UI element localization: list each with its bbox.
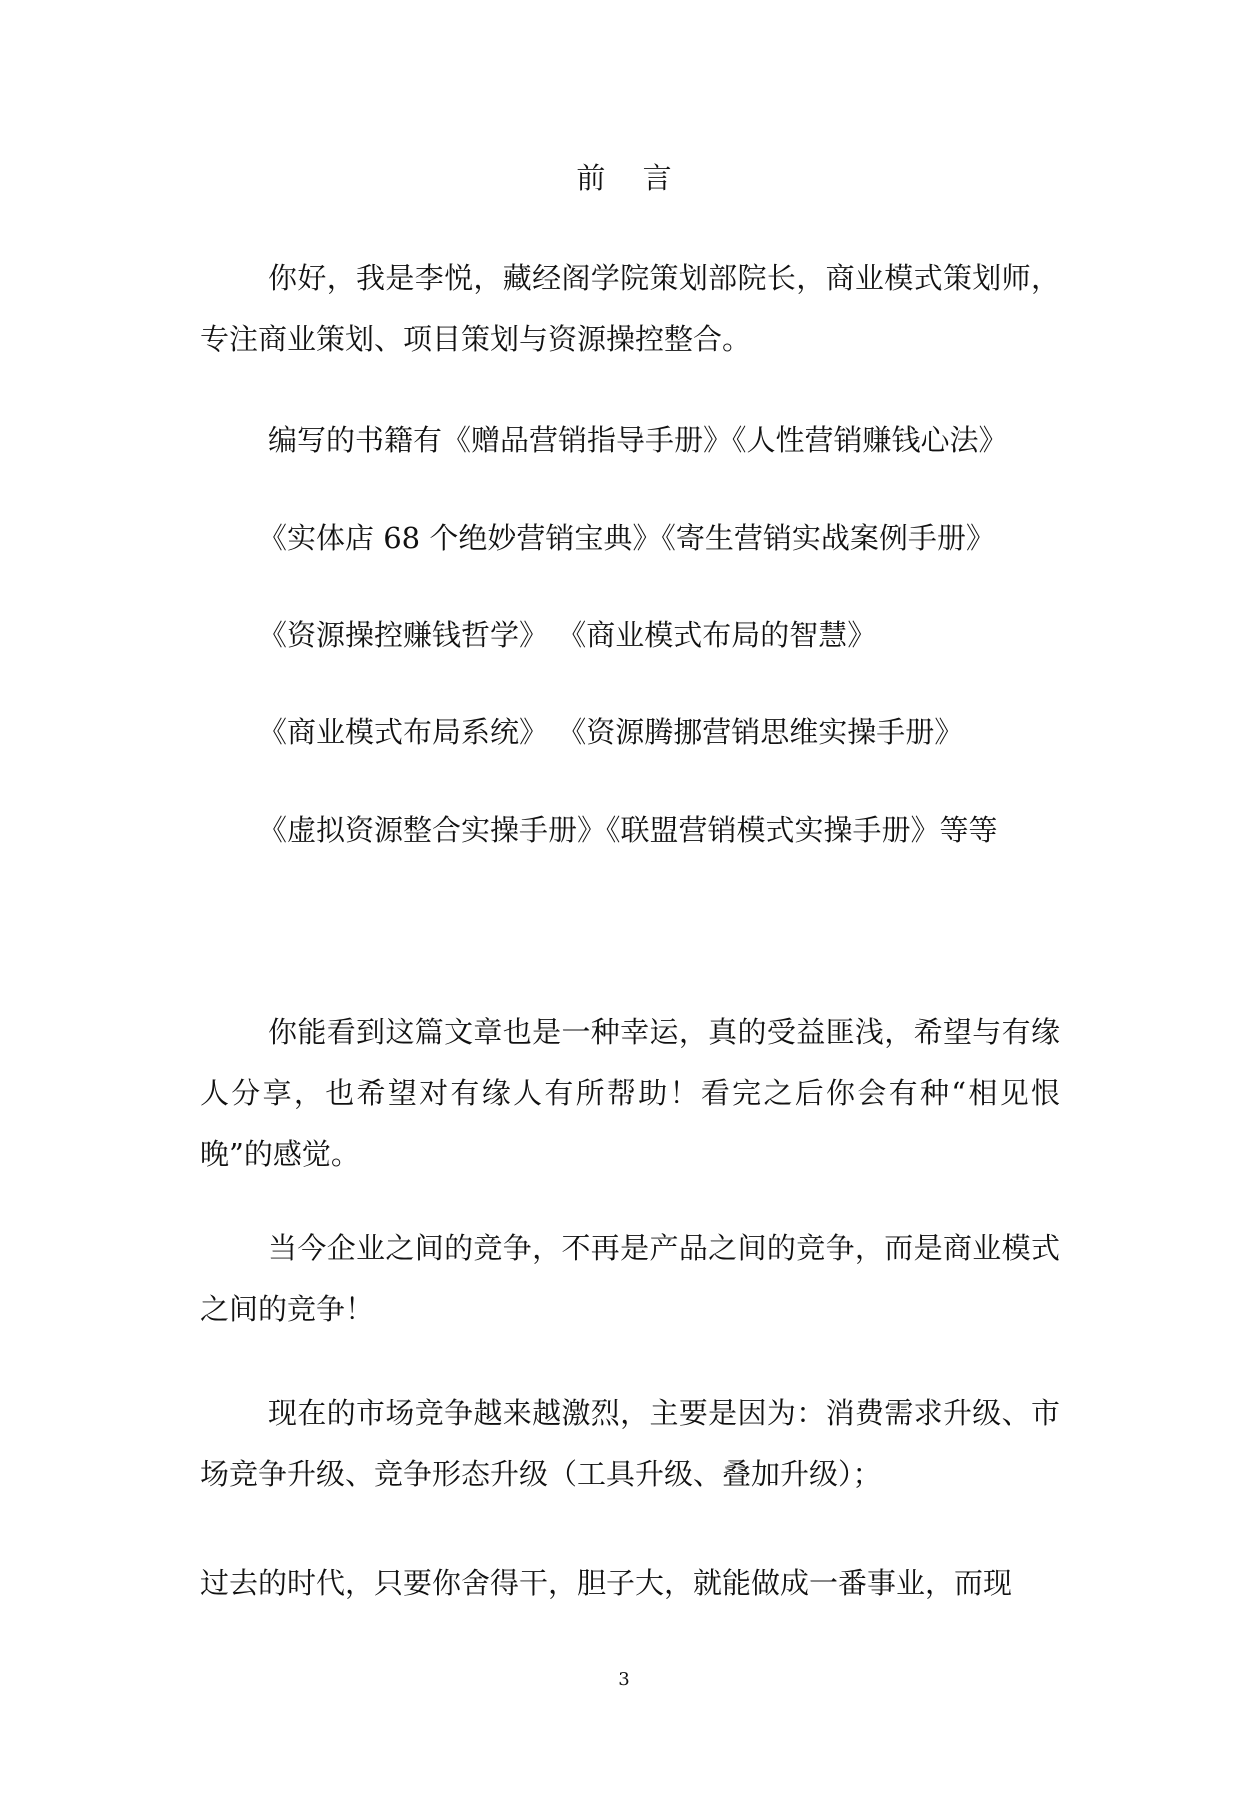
book-list-line-2: 《实体店 68 个绝妙营销宝典》《寄生营销实战案例手册》 (258, 521, 995, 555)
book-list-line-5: 《虚拟资源整合实操手册》《联盟营销模式实操手册》等等 (258, 813, 998, 847)
market-paragraph: 现在的市场竞争越来越激烈，主要是因为：消费需求升级、市场竞争升级、竞争形态升级（工具升级、叠加升级）； (200, 1396, 1060, 1491)
book-list-line-1: 编写的书籍有《赠品营销指导手册》《人性营销赚钱心法》 (268, 423, 1008, 457)
competition-paragraph: 当今企业之间的竞争，不再是产品之间的竞争，而是商业模式之间的竞争！ (200, 1231, 1060, 1326)
book-list-line-3: 《资源操控赚钱哲学》 《商业模式布局的智慧》 (258, 618, 877, 652)
page-number: 3 (618, 1669, 630, 1690)
past-paragraph: 过去的时代，只要你舍得干，胆子大，就能做成一番事业，而现 (200, 1566, 1013, 1600)
lucky-paragraph: 你能看到这篇文章也是一种幸运，真的受益匪浅，希望与有缘人分享，也希望对有缘人有所帮助！看完之后你会有种“相见恨晚”的感觉。 (200, 1015, 1060, 1171)
page-title: 前 言 (576, 161, 686, 195)
book-list-line-4: 《商业模式布局系统》 《资源腾挪营销思维实操手册》 (258, 715, 964, 749)
intro-paragraph: 你好，我是李悦，藏经阁学院策划部院长，商业模式策划师，专注商业策划、项目策划与资源操控整合。 (200, 261, 1060, 356)
